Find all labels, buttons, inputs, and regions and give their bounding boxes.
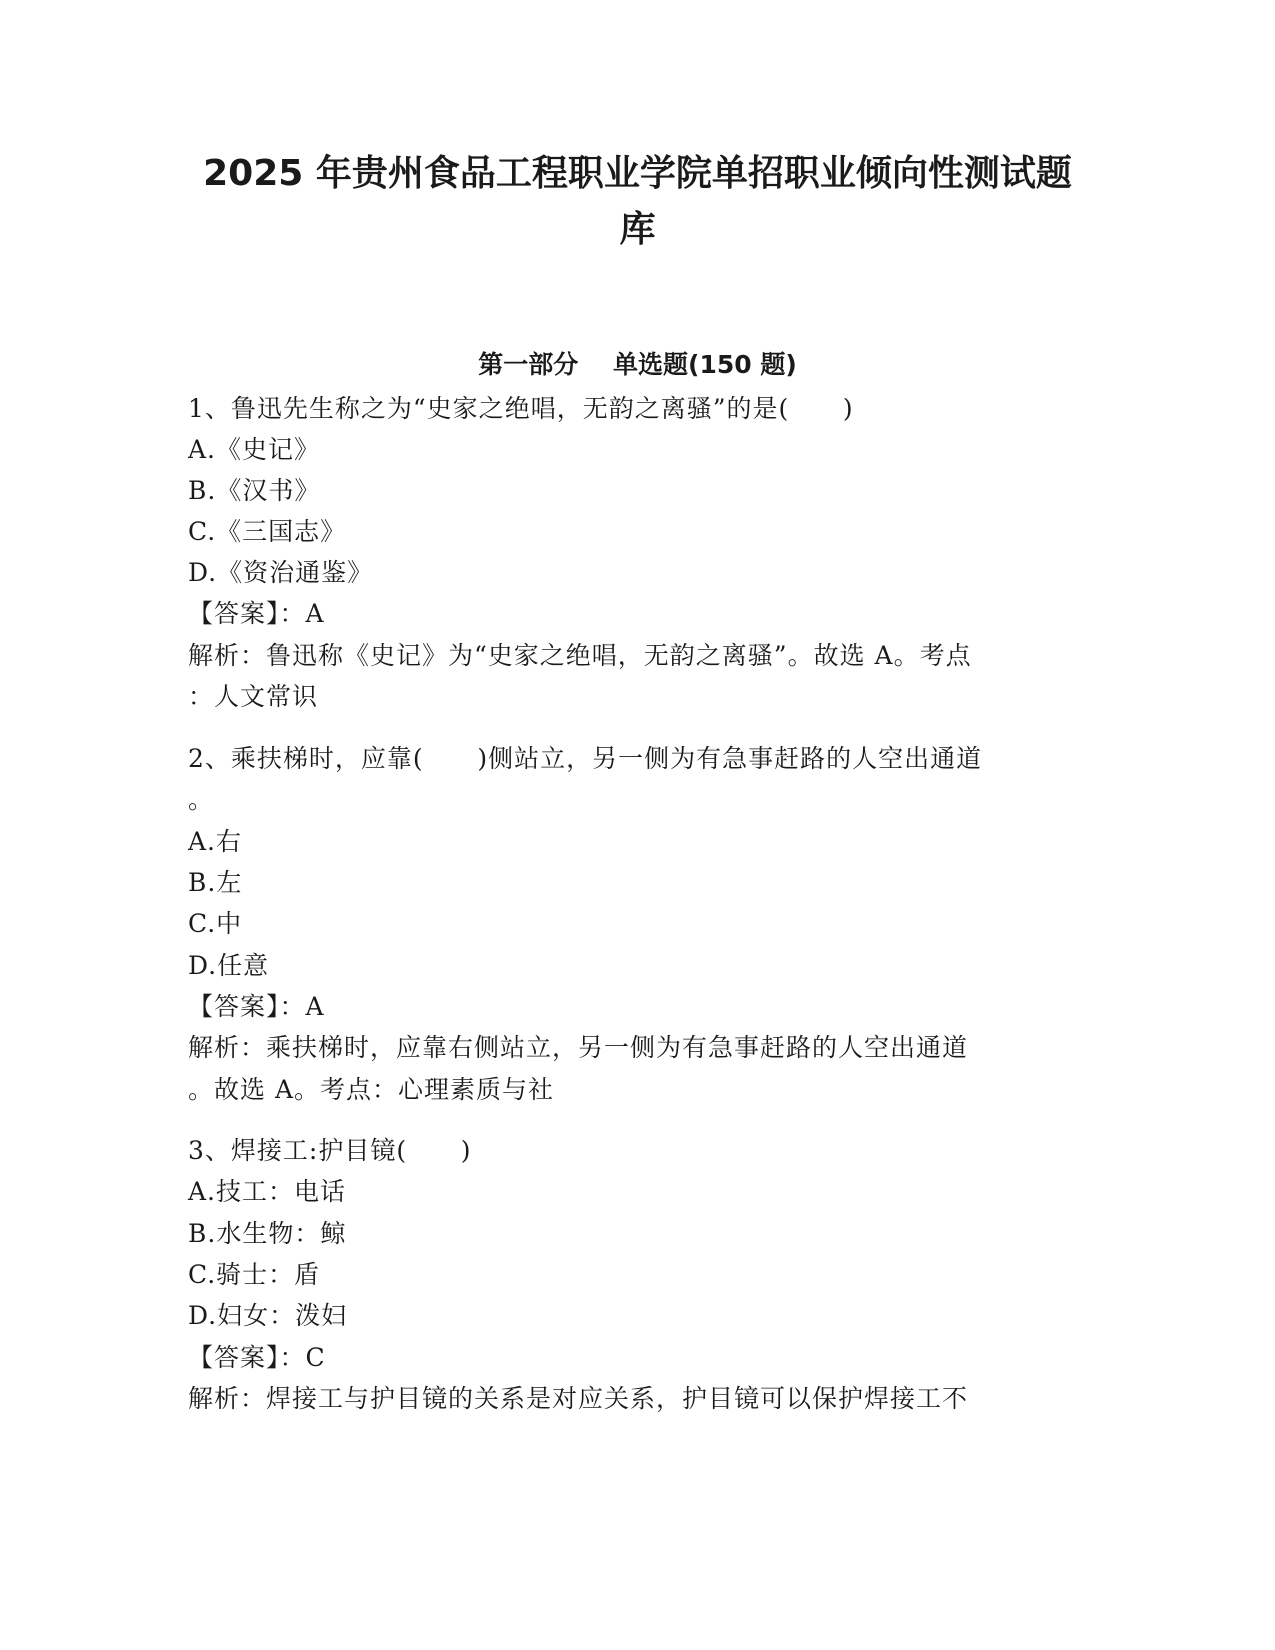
question-1-option-c: C.《三国志》 [188, 517, 347, 546]
section-heading: 第一部分 单选题(150 题) [478, 350, 797, 379]
question-3-stem: 3、焊接工:护目镜( ) [188, 1136, 472, 1165]
question-3-analysis: 解析：焊接工与护目镜的关系是对应关系，护目镜可以保护焊接工不 [188, 1384, 969, 1413]
question-1-option-d: D.《资治通鉴》 [188, 558, 374, 587]
document-title-continued: 库 [619, 209, 656, 250]
question-2-option-a: A.右 [188, 827, 243, 856]
question-2-analysis-continued: 。故选 A。考点：心理素质与社 [188, 1075, 555, 1104]
question-2-analysis: 解析：乘扶梯时，应靠右侧站立，另一侧为有急事赶路的人空出通道 [188, 1033, 969, 1062]
question-2-answer: 【答案】：A [188, 992, 325, 1021]
question-2-option-b: B.左 [188, 868, 243, 897]
question-1-option-a: A.《史记》 [188, 435, 321, 464]
question-1-stem: 1、鲁迅先生称之为“史家之绝唱，无韵之离骚”的是( ) [188, 394, 854, 423]
question-1-option-b: B.《汉书》 [188, 476, 321, 505]
question-1-answer: 【答案】：A [188, 599, 325, 628]
question-1-analysis: 解析：鲁迅称《史记》为“史家之绝唱，无韵之离骚”。故选 A。考点 [188, 641, 972, 670]
question-3-option-d: D.妇女：泼妇 [188, 1301, 348, 1330]
question-1-analysis-continued: ：人文常识 [188, 682, 319, 711]
question-2-stem: 2、乘扶梯时，应靠( )侧站立，另一侧为有急事赶路的人空出通道 [188, 744, 983, 773]
question-3-answer: 【答案】：C [188, 1343, 326, 1372]
document-title: 2025 年贵州食品工程职业学院单招职业倾向性测试题 [203, 153, 1072, 194]
question-2-option-c: C.中 [188, 909, 243, 938]
question-3-option-a: A.技工：电话 [188, 1177, 347, 1206]
question-2-option-d: D.任意 [188, 951, 270, 980]
question-2-stem-continued: 。 [188, 785, 215, 814]
question-3-option-c: C.骑士：盾 [188, 1260, 321, 1289]
question-3-option-b: B.水生物：鲸 [188, 1219, 347, 1248]
